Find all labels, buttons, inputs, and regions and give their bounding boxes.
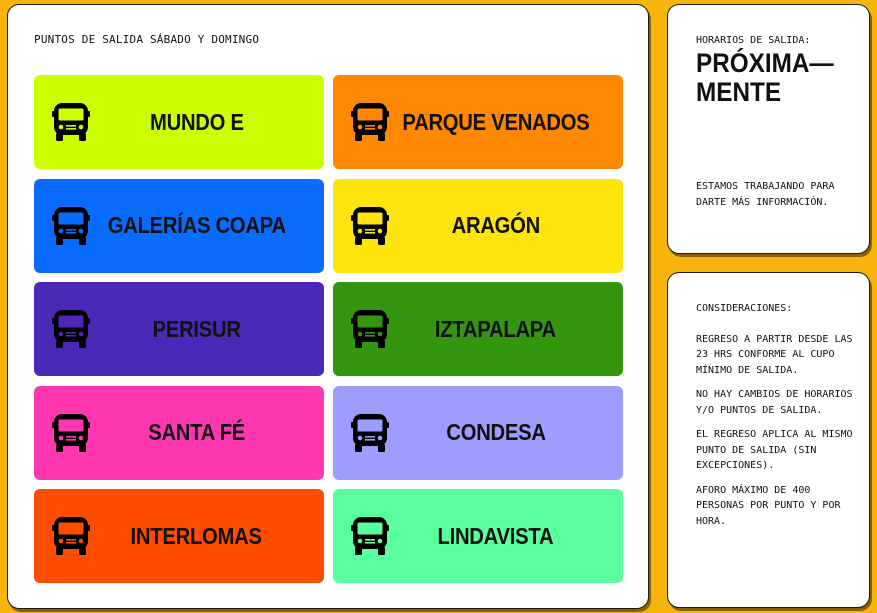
tile-condesa[interactable]: [333, 386, 623, 480]
tile-label: ARAGÓN: [451, 212, 540, 238]
bus-icon: [52, 516, 90, 556]
bus-icon: [351, 206, 389, 246]
schedule-body: ESTAMOS TRABAJANDO PARA DARTE MÁS INFORMACIÓN.: [696, 181, 835, 208]
bus-icon: [351, 309, 389, 349]
bus-icon: [351, 516, 389, 556]
considerations-heading: CONSIDERACIONES:: [696, 303, 793, 314]
bus-icon: [52, 413, 90, 453]
departure-points-panel: [7, 4, 649, 609]
schedule-panel: [667, 4, 870, 254]
consideration-item: NO HAY CAMBIOS DE HORARIOS Y/O PUNTOS DE SALIDA.: [696, 389, 853, 416]
considerations-content: [696, 301, 861, 538]
section-title: PUNTOS DE SALIDA SÁBADO Y DOMINGO: [34, 33, 260, 46]
tile-label: PARQUE VENADOS: [402, 108, 590, 135]
tile-galerias-coapa[interactable]: [34, 179, 324, 273]
considerations-panel: [667, 272, 870, 608]
schedule-kicker: HORARIOS DE SALIDA:: [696, 35, 811, 46]
tile-interlomas[interactable]: [34, 489, 324, 583]
tile-parque-venados[interactable]: [333, 75, 623, 169]
tile-label: LINDAVISTA: [437, 522, 554, 549]
tile-label: SANTA FÉ: [148, 419, 246, 445]
bus-icon: [52, 309, 90, 349]
consideration-item: EL REGRESO APLICA AL MISMO PUNTO DE SALIDA (SIN EXCEPCIONES).: [696, 429, 853, 471]
tile-mundo-e[interactable]: [34, 75, 324, 169]
departure-grid: [34, 75, 623, 583]
tile-label: CONDESA: [445, 419, 546, 445]
tile-label: GALERÍAS COAPA: [107, 212, 286, 238]
schedule-headline-line1: PRÓXIMA—: [696, 48, 834, 78]
tile-iztapalapa[interactable]: [333, 282, 623, 376]
consideration-item: REGRESO A PARTIR DESDE LAS 23 HRS CONFORME AL CUPO MÍNIMO DE SALIDA.: [696, 333, 853, 376]
schedule-headline-line2: MENTE: [696, 77, 782, 107]
bus-icon: [52, 102, 90, 142]
schedule-headline: [696, 49, 834, 107]
tile-label: MUNDO E: [149, 108, 244, 135]
tile-label: INTERLOMAS: [131, 522, 263, 549]
tile-aragon[interactable]: [333, 179, 623, 273]
consideration-item: AFORO MÁXIMO DE 400 PERSONAS POR PUNTO Y POR HORA.: [696, 484, 841, 527]
tile-perisur[interactable]: [34, 282, 324, 376]
tile-label: PERISUR: [152, 315, 241, 342]
tile-santa-fe[interactable]: [34, 386, 324, 480]
tile-label: IZTAPALAPA: [435, 315, 557, 342]
tile-lindavista[interactable]: [333, 489, 623, 583]
bus-icon: [351, 413, 389, 453]
